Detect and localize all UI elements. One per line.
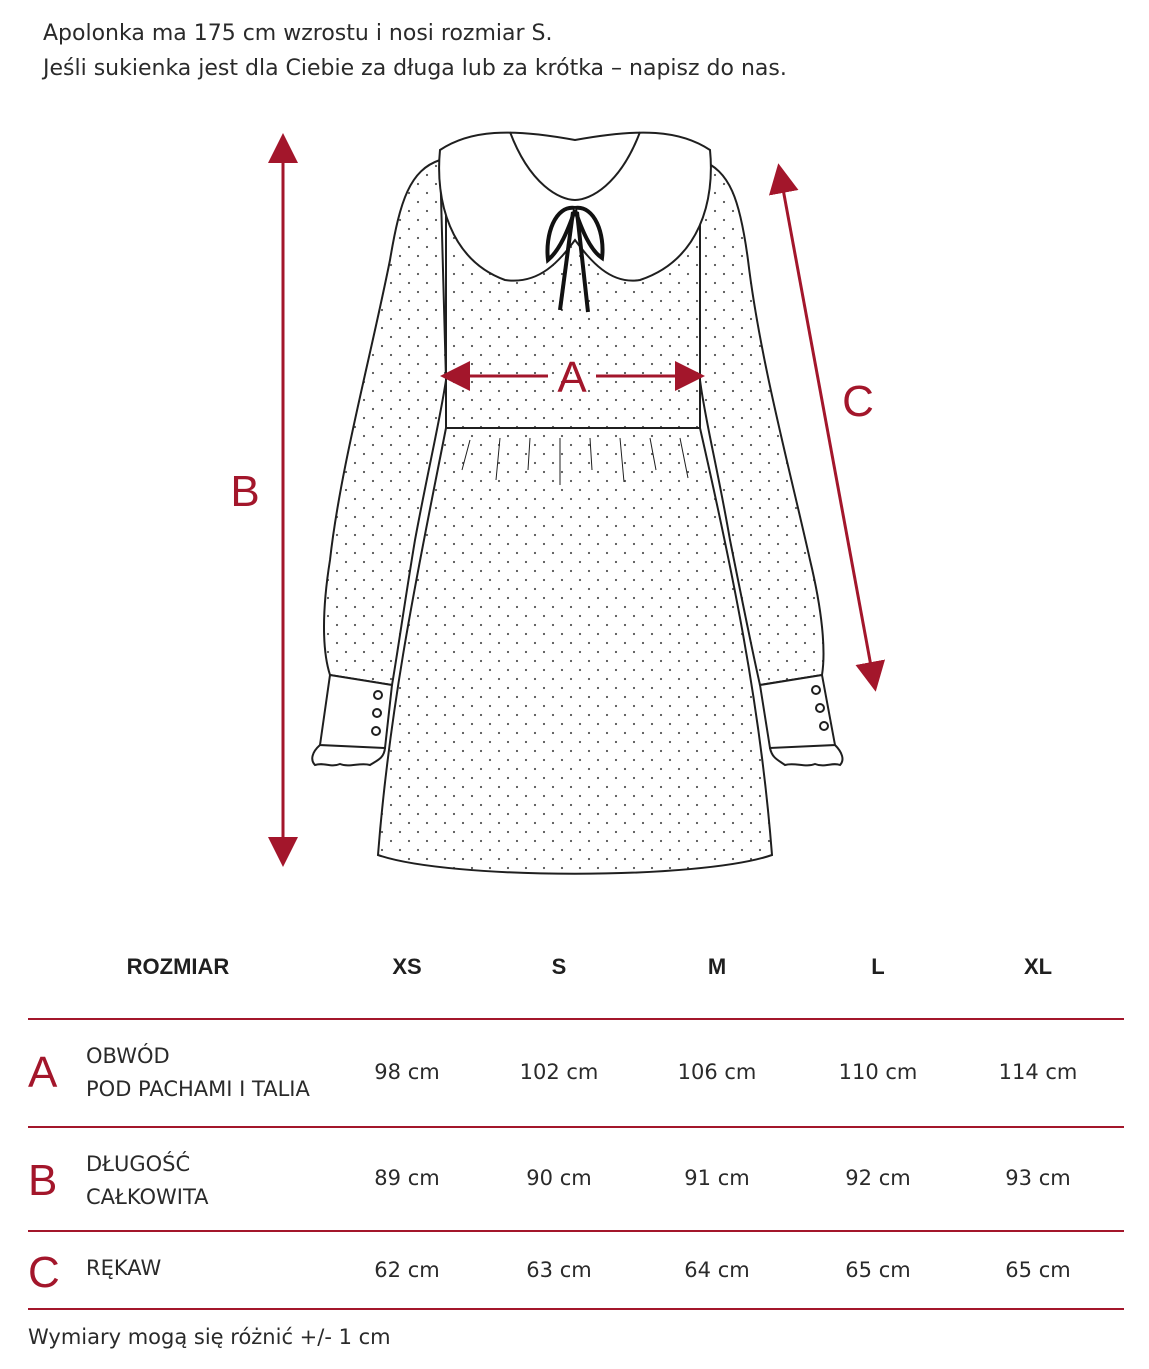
header-size: XL — [1023, 954, 1053, 979]
row-label — [86, 1148, 209, 1214]
table-row — [28, 1230, 1124, 1310]
table-cell: 64 cm — [684, 1258, 750, 1282]
header-size: M — [707, 954, 727, 979]
row-letter: B — [28, 1156, 58, 1205]
table-cell: 90 cm — [526, 1166, 592, 1190]
intro-line-2: Jeśli sukienka jest dla Ciebie za długa lub za krótka – napisz do nas. — [43, 56, 787, 81]
intro-text — [43, 16, 787, 86]
table-row — [28, 1126, 1124, 1230]
table-cell: 89 cm — [374, 1166, 440, 1190]
table-cell: 63 cm — [526, 1258, 592, 1282]
label-c: C — [842, 377, 874, 426]
table-cell: 102 cm — [519, 1060, 599, 1084]
table-cell: 65 cm — [1005, 1258, 1071, 1282]
table-row — [28, 1018, 1124, 1126]
table-cell: 110 cm — [838, 1060, 918, 1084]
table-cell: 98 cm — [374, 1060, 440, 1084]
table-cell: 91 cm — [684, 1166, 750, 1190]
size-table — [28, 940, 1124, 1310]
row-label — [86, 1252, 161, 1285]
row-label-line: DŁUGOŚĆ — [86, 1152, 191, 1176]
table-cell: 92 cm — [845, 1166, 911, 1190]
right-cuff — [760, 675, 835, 748]
label-a: A — [557, 353, 587, 402]
table-cell: 62 cm — [374, 1258, 440, 1282]
dress-drawing — [312, 132, 842, 874]
table-cell: 93 cm — [1005, 1166, 1071, 1190]
right-cuff-button — [816, 704, 824, 712]
row-label-line: POD PACHAMI I TALIA — [86, 1077, 310, 1101]
row-label-line: RĘKAW — [86, 1256, 162, 1280]
table-cell: 65 cm — [845, 1258, 911, 1282]
table-cell: 106 cm — [677, 1060, 757, 1084]
row-label — [86, 1040, 310, 1106]
row-letter: A — [28, 1048, 58, 1097]
header-size-label: ROZMIAR — [126, 954, 230, 979]
dress-measurement-diagram — [0, 110, 1149, 890]
right-cuff-button — [820, 722, 828, 730]
row-label-line: OBWÓD — [86, 1044, 170, 1068]
row-letter: C — [28, 1248, 60, 1297]
tolerance-note: Wymiary mogą się różnić +/- 1 cm — [28, 1325, 391, 1349]
intro-line-1: Apolonka ma 175 cm wzrostu i nosi rozmiar S. — [43, 21, 553, 46]
header-size: S — [551, 954, 567, 979]
left-cuff-button — [374, 691, 382, 699]
right-cuff-button — [812, 686, 820, 694]
header-size: XS — [392, 954, 422, 979]
skirt — [378, 428, 772, 874]
label-b: B — [230, 467, 260, 516]
size-table-header — [28, 940, 1124, 1018]
row-label-line: CAŁKOWITA — [86, 1185, 209, 1209]
table-cell: 114 cm — [998, 1060, 1078, 1084]
left-cuff-button — [373, 709, 381, 717]
header-size: L — [871, 954, 885, 979]
left-cuff-button — [372, 727, 380, 735]
